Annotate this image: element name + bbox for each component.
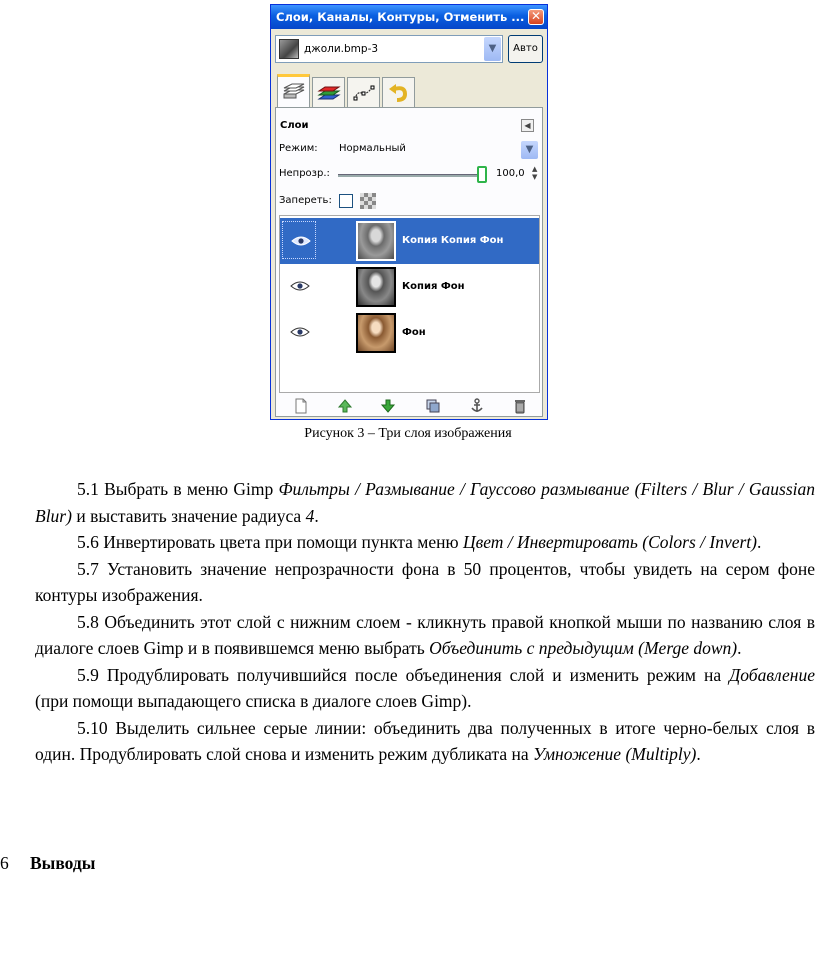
tab-layers[interactable]: [277, 74, 310, 108]
opacity-value[interactable]: 100,0: [496, 168, 525, 179]
layer-name[interactable]: Копия Фон: [402, 281, 465, 292]
layer-name[interactable]: Копия Копия Фон: [402, 235, 504, 246]
visibility-toggle[interactable]: [282, 221, 316, 259]
step-text: Продублировать получившийся после объединения слой и изменить режим на: [98, 664, 730, 685]
mode-value: Нормальный: [339, 143, 406, 154]
layer-thumbnail: [356, 221, 396, 261]
step-text: .: [696, 744, 701, 764]
raise-layer-icon[interactable]: [337, 398, 353, 414]
image-thumbnail: [279, 39, 299, 59]
step-text: Объединить этот слой с нижним слоем - кликнуть правой кнопкой мыши по названию слоя в диалоге слоев Gimp и в появившемся меню выбрать: [35, 611, 815, 658]
menu-path-text: Добавление: [729, 664, 815, 685]
menu-path-text: Умножение (Multiply): [532, 744, 697, 764]
chevron-left-icon: ◀: [524, 121, 531, 130]
step-text: Установить значение непрозрачности фона в 50 процентов, чтобы увидеть на сером фоне контуры изображения.: [35, 558, 815, 605]
step-text: Выбрать в меню Gimp: [98, 479, 279, 499]
new-layer-icon[interactable]: [293, 398, 309, 414]
dialog-title: Слои, Каналы, Контуры, Отменить ...: [276, 10, 525, 24]
layer-thumbnail: [356, 313, 396, 353]
layers-button-bar: [279, 396, 540, 416]
eye-icon: [290, 326, 310, 338]
menu-path-text: Объединить с предыдущим (Merge down): [429, 638, 738, 658]
delete-layer-icon[interactable]: [512, 398, 528, 414]
opacity-label: Непрозр.:: [279, 168, 330, 179]
layer-row[interactable]: [280, 218, 539, 264]
tab-menu-button[interactable]: [521, 119, 534, 132]
section-title: Выводы: [30, 853, 96, 873]
channels-icon: [317, 83, 341, 103]
opacity-slider-handle[interactable]: [477, 166, 487, 183]
figure-caption: Рисунок 3 – Три слоя изображения: [304, 426, 512, 441]
dialog-title-bar[interactable]: [271, 5, 547, 29]
layer-thumbnail: [356, 267, 396, 307]
dock-tabs: [277, 74, 545, 108]
step-number: 5.10: [77, 717, 108, 738]
step-paragraph: [35, 609, 815, 662]
layer-list: [279, 215, 540, 393]
menu-path-text: Фильтры / Размывание / Гауссово размывание (Filters / Blur / Gaussian Blur): [35, 479, 815, 526]
tab-channels[interactable]: [312, 77, 345, 108]
mode-dropdown[interactable]: [336, 140, 539, 160]
auto-button[interactable]: Авто: [508, 35, 543, 63]
tab-paths[interactable]: [347, 77, 380, 108]
layers-panel: [275, 107, 543, 417]
section-heading: [0, 853, 95, 874]
step-number: 5.1: [77, 479, 99, 499]
anchor-layer-icon[interactable]: [469, 398, 485, 414]
opacity-spin-arrows-icon[interactable]: ▲ ▼: [532, 165, 538, 181]
layers-icon: [282, 82, 306, 102]
close-icon: ✕: [530, 9, 542, 23]
step-text: .: [737, 638, 742, 658]
eye-icon: [290, 280, 310, 292]
lock-checkbox[interactable]: [339, 194, 353, 208]
undo-history-icon: [387, 83, 411, 103]
layer-row[interactable]: [280, 264, 539, 310]
step-paragraph: [35, 476, 815, 529]
tab-undo-history[interactable]: [382, 77, 415, 108]
layer-name[interactable]: Фон: [402, 327, 426, 338]
step-paragraph: [35, 556, 815, 609]
step-text: Выделить сильнее серые линии: объединить два полученных в итоге черно-белых слоя в один. Продублировать слой снова и изменить режим дубликата на: [35, 717, 815, 764]
layers-dialog-screenshot: [270, 4, 548, 420]
step-text: и выставить значение радиуса: [71, 505, 306, 526]
step-text: (при помощи выпадающего списка в диалоге слоев Gimp).: [35, 691, 472, 711]
menu-path-text: Цвет / Инвертировать (Colors / Invert): [462, 532, 757, 552]
step-text: .: [756, 532, 762, 552]
duplicate-layer-icon[interactable]: [425, 398, 441, 414]
image-selector-bar: [275, 35, 543, 65]
step-text: .: [314, 505, 319, 526]
step-paragraph: [35, 662, 815, 715]
close-button[interactable]: [528, 9, 544, 25]
image-name: джоли.bmp-3: [304, 43, 379, 55]
step-paragraph: [35, 529, 815, 556]
mode-label: Режим:: [279, 143, 318, 154]
paths-icon: [352, 83, 376, 103]
step-text: Инвертировать цвета при помощи пункта меню: [98, 532, 463, 552]
chevron-down-icon[interactable]: ▼: [521, 141, 538, 159]
lower-layer-icon[interactable]: [380, 398, 396, 414]
layers-section-title: Слои: [280, 120, 309, 131]
steps-body: [35, 476, 815, 768]
opacity-slider[interactable]: [338, 174, 480, 177]
step-number: 5.6: [77, 532, 99, 552]
visibility-toggle[interactable]: [282, 267, 316, 305]
chevron-down-icon[interactable]: ▼: [484, 37, 501, 61]
visibility-toggle[interactable]: [282, 313, 316, 351]
step-number: 5.9: [77, 664, 99, 685]
step-number: 5.8: [77, 611, 99, 632]
section-number: 6: [0, 853, 9, 873]
lock-label: Запереть:: [279, 195, 332, 206]
eye-icon: [291, 235, 311, 247]
menu-path-text: 4: [305, 505, 315, 526]
layer-row[interactable]: [280, 310, 539, 356]
step-number: 5.7: [77, 558, 99, 579]
lock-alpha-icon[interactable]: [360, 193, 376, 209]
step-paragraph: [35, 715, 815, 768]
image-selector-dropdown[interactable]: [275, 35, 503, 63]
